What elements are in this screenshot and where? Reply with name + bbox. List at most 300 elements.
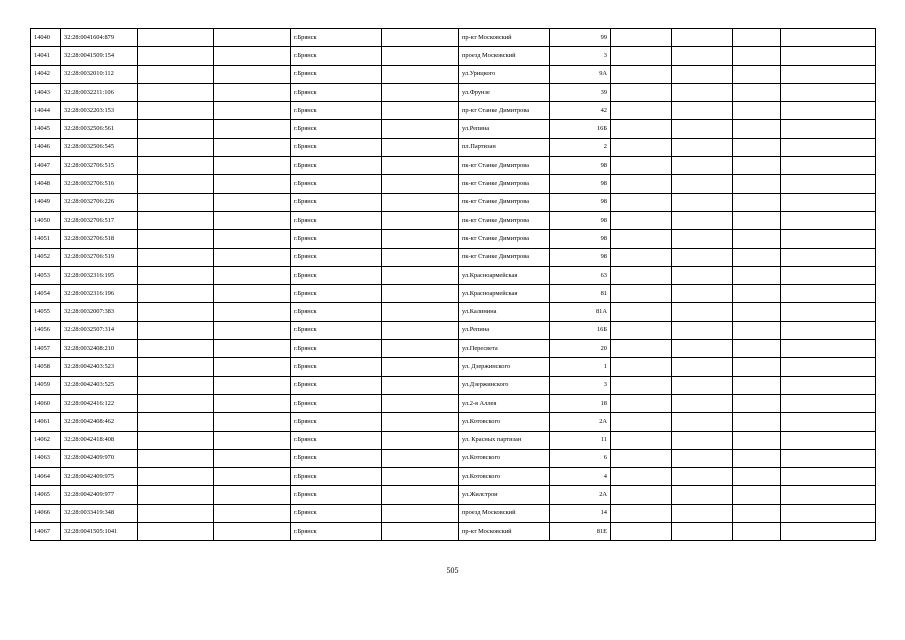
city-name: г.Брянск bbox=[291, 486, 382, 504]
record-number: 14053 bbox=[31, 266, 61, 284]
cadastral-number: 32:28:0032506:545 bbox=[61, 138, 138, 156]
empty-cell bbox=[781, 376, 876, 394]
empty-cell bbox=[611, 340, 672, 358]
empty-cell bbox=[214, 321, 291, 339]
empty-cell bbox=[138, 285, 214, 303]
street-name: ул.Котовского bbox=[459, 449, 550, 467]
empty-cell bbox=[781, 266, 876, 284]
empty-cell bbox=[611, 449, 672, 467]
street-name: пк-кт Станке Димитрова bbox=[459, 248, 550, 266]
empty-cell bbox=[214, 175, 291, 193]
table-row bbox=[31, 431, 876, 449]
empty-cell bbox=[672, 65, 733, 83]
empty-cell bbox=[733, 193, 781, 211]
empty-cell bbox=[733, 449, 781, 467]
record-number: 14058 bbox=[31, 358, 61, 376]
cadastral-number: 32:28:0041505:1041 bbox=[61, 523, 138, 541]
empty-cell bbox=[611, 413, 672, 431]
cadastral-number: 32:28:0042416:122 bbox=[61, 394, 138, 412]
house-number: 11 bbox=[550, 431, 611, 449]
house-number: 98 bbox=[550, 157, 611, 175]
cadastral-number: 32:28:0032211:106 bbox=[61, 83, 138, 101]
page-number: 505 bbox=[446, 566, 459, 575]
empty-cell bbox=[672, 175, 733, 193]
table-row bbox=[31, 175, 876, 193]
table-row bbox=[31, 358, 876, 376]
empty-cell bbox=[733, 266, 781, 284]
table-row bbox=[31, 120, 876, 138]
city-name: г.Брянск bbox=[291, 394, 382, 412]
empty-cell bbox=[382, 468, 459, 486]
table-row bbox=[31, 468, 876, 486]
empty-cell bbox=[781, 248, 876, 266]
registry-table bbox=[30, 28, 876, 541]
house-number: 18 bbox=[550, 394, 611, 412]
empty-cell bbox=[382, 248, 459, 266]
record-number: 14063 bbox=[31, 449, 61, 467]
house-number: 99 bbox=[550, 29, 611, 47]
empty-cell bbox=[611, 376, 672, 394]
empty-cell bbox=[382, 29, 459, 47]
record-number: 14065 bbox=[31, 486, 61, 504]
table-row bbox=[31, 47, 876, 65]
empty-cell bbox=[733, 523, 781, 541]
empty-cell bbox=[138, 486, 214, 504]
empty-cell bbox=[138, 65, 214, 83]
empty-cell bbox=[672, 523, 733, 541]
street-name: ул.Урицкого bbox=[459, 65, 550, 83]
empty-cell bbox=[382, 413, 459, 431]
empty-cell bbox=[672, 504, 733, 522]
street-name: ул.Жилстрои bbox=[459, 486, 550, 504]
cadastral-number: 32:28:0033419:348 bbox=[61, 504, 138, 522]
record-number: 14057 bbox=[31, 340, 61, 358]
empty-cell bbox=[138, 504, 214, 522]
table-row bbox=[31, 303, 876, 321]
empty-cell bbox=[214, 193, 291, 211]
city-name: г.Брянск bbox=[291, 65, 382, 83]
empty-cell bbox=[781, 394, 876, 412]
empty-cell bbox=[781, 102, 876, 120]
empty-cell bbox=[214, 394, 291, 412]
empty-cell bbox=[733, 431, 781, 449]
empty-cell bbox=[733, 303, 781, 321]
empty-cell bbox=[611, 47, 672, 65]
empty-cell bbox=[138, 303, 214, 321]
empty-cell bbox=[733, 321, 781, 339]
table-row bbox=[31, 285, 876, 303]
street-name: пр-кт Московский bbox=[459, 29, 550, 47]
empty-cell bbox=[672, 230, 733, 248]
city-name: г.Брянск bbox=[291, 102, 382, 120]
table-row bbox=[31, 266, 876, 284]
empty-cell bbox=[733, 138, 781, 156]
cadastral-number: 32:28:0032706:519 bbox=[61, 248, 138, 266]
empty-cell bbox=[382, 120, 459, 138]
empty-cell bbox=[214, 102, 291, 120]
empty-cell bbox=[611, 211, 672, 229]
table-row bbox=[31, 486, 876, 504]
table-row bbox=[31, 157, 876, 175]
table-row bbox=[31, 376, 876, 394]
empty-cell bbox=[781, 413, 876, 431]
empty-cell bbox=[672, 285, 733, 303]
empty-cell bbox=[382, 285, 459, 303]
house-number: 4 bbox=[550, 468, 611, 486]
empty-cell bbox=[611, 83, 672, 101]
city-name: г.Брянск bbox=[291, 358, 382, 376]
record-number: 14050 bbox=[31, 211, 61, 229]
empty-cell bbox=[214, 266, 291, 284]
empty-cell bbox=[781, 303, 876, 321]
empty-cell bbox=[611, 248, 672, 266]
street-name: пр-кт Московский bbox=[459, 523, 550, 541]
empty-cell bbox=[733, 175, 781, 193]
empty-cell bbox=[672, 138, 733, 156]
empty-cell bbox=[138, 83, 214, 101]
table-row bbox=[31, 504, 876, 522]
street-name: ул.Репина bbox=[459, 321, 550, 339]
cadastral-number: 32:28:0042409:970 bbox=[61, 449, 138, 467]
empty-cell bbox=[611, 431, 672, 449]
empty-cell bbox=[611, 523, 672, 541]
empty-cell bbox=[214, 65, 291, 83]
street-name: ул.Красноармейская bbox=[459, 285, 550, 303]
city-name: г.Брянск bbox=[291, 431, 382, 449]
empty-cell bbox=[138, 266, 214, 284]
empty-cell bbox=[138, 120, 214, 138]
city-name: г.Брянск bbox=[291, 83, 382, 101]
empty-cell bbox=[214, 138, 291, 156]
empty-cell bbox=[781, 285, 876, 303]
empty-cell bbox=[611, 394, 672, 412]
city-name: г.Брянск bbox=[291, 468, 382, 486]
empty-cell bbox=[214, 47, 291, 65]
city-name: г.Брянск bbox=[291, 47, 382, 65]
cadastral-number: 32:28:0032706:226 bbox=[61, 193, 138, 211]
city-name: г.Брянск bbox=[291, 29, 382, 47]
empty-cell bbox=[672, 358, 733, 376]
house-number: 98 bbox=[550, 248, 611, 266]
empty-cell bbox=[214, 358, 291, 376]
empty-cell bbox=[138, 211, 214, 229]
house-number: 3 bbox=[550, 47, 611, 65]
empty-cell bbox=[611, 504, 672, 522]
empty-cell bbox=[214, 523, 291, 541]
empty-cell bbox=[214, 340, 291, 358]
empty-cell bbox=[138, 413, 214, 431]
empty-cell bbox=[781, 157, 876, 175]
empty-cell bbox=[611, 29, 672, 47]
street-name: ул.Дзержинского bbox=[459, 376, 550, 394]
empty-cell bbox=[781, 120, 876, 138]
cadastral-number: 32:28:0032203:153 bbox=[61, 102, 138, 120]
house-number: 98 bbox=[550, 211, 611, 229]
registry-rows bbox=[31, 29, 876, 541]
cadastral-number: 32:28:0042403:525 bbox=[61, 376, 138, 394]
table-row bbox=[31, 102, 876, 120]
cadastral-number: 32:28:0032316:195 bbox=[61, 266, 138, 284]
street-name: ул.2-я Аллея bbox=[459, 394, 550, 412]
cadastral-number: 32:28:0032007:383 bbox=[61, 303, 138, 321]
city-name: г.Брянск bbox=[291, 504, 382, 522]
empty-cell bbox=[611, 285, 672, 303]
empty-cell bbox=[611, 266, 672, 284]
record-number: 14055 bbox=[31, 303, 61, 321]
empty-cell bbox=[781, 29, 876, 47]
empty-cell bbox=[733, 340, 781, 358]
empty-cell bbox=[672, 431, 733, 449]
empty-cell bbox=[733, 504, 781, 522]
record-number: 14044 bbox=[31, 102, 61, 120]
empty-cell bbox=[382, 394, 459, 412]
city-name: г.Брянск bbox=[291, 285, 382, 303]
cadastral-number: 32:28:0042403:523 bbox=[61, 358, 138, 376]
empty-cell bbox=[781, 193, 876, 211]
empty-cell bbox=[138, 29, 214, 47]
empty-cell bbox=[611, 120, 672, 138]
empty-cell bbox=[382, 211, 459, 229]
empty-cell bbox=[138, 138, 214, 156]
empty-cell bbox=[214, 504, 291, 522]
record-number: 14052 bbox=[31, 248, 61, 266]
empty-cell bbox=[214, 157, 291, 175]
record-number: 14049 bbox=[31, 193, 61, 211]
city-name: г.Брянск bbox=[291, 175, 382, 193]
empty-cell bbox=[733, 29, 781, 47]
empty-cell bbox=[733, 211, 781, 229]
empty-cell bbox=[733, 47, 781, 65]
table-row bbox=[31, 230, 876, 248]
street-name: пк-кт Станке Димитрова bbox=[459, 230, 550, 248]
city-name: г.Брянск bbox=[291, 376, 382, 394]
empty-cell bbox=[138, 321, 214, 339]
empty-cell bbox=[382, 157, 459, 175]
city-name: г.Брянск bbox=[291, 266, 382, 284]
city-name: г.Брянск bbox=[291, 120, 382, 138]
empty-cell bbox=[214, 285, 291, 303]
empty-cell bbox=[672, 394, 733, 412]
empty-cell bbox=[611, 175, 672, 193]
empty-cell bbox=[138, 468, 214, 486]
city-name: г.Брянск bbox=[291, 157, 382, 175]
house-number: 81 bbox=[550, 285, 611, 303]
house-number: 98 bbox=[550, 230, 611, 248]
empty-cell bbox=[214, 303, 291, 321]
city-name: г.Брянск bbox=[291, 340, 382, 358]
cadastral-number: 32:28:0041509:154 bbox=[61, 47, 138, 65]
empty-cell bbox=[781, 321, 876, 339]
empty-cell bbox=[611, 193, 672, 211]
city-name: г.Брянск bbox=[291, 193, 382, 211]
street-name: проезд Московский bbox=[459, 47, 550, 65]
record-number: 14051 bbox=[31, 230, 61, 248]
cadastral-number: 32:28:0032706:518 bbox=[61, 230, 138, 248]
record-number: 14056 bbox=[31, 321, 61, 339]
empty-cell bbox=[611, 358, 672, 376]
empty-cell bbox=[611, 102, 672, 120]
empty-cell bbox=[781, 47, 876, 65]
empty-cell bbox=[138, 157, 214, 175]
empty-cell bbox=[214, 211, 291, 229]
empty-cell bbox=[138, 175, 214, 193]
empty-cell bbox=[733, 230, 781, 248]
street-name: ул.Пересвета bbox=[459, 340, 550, 358]
record-number: 14054 bbox=[31, 285, 61, 303]
record-number: 14067 bbox=[31, 523, 61, 541]
house-number: 2А bbox=[550, 413, 611, 431]
cadastral-number: 32:28:0032507:314 bbox=[61, 321, 138, 339]
empty-cell bbox=[781, 431, 876, 449]
street-name: пл.Партизан bbox=[459, 138, 550, 156]
table-row bbox=[31, 340, 876, 358]
record-number: 14048 bbox=[31, 175, 61, 193]
empty-cell bbox=[382, 486, 459, 504]
street-name: пр-кт Станке Димитрова bbox=[459, 102, 550, 120]
table-row bbox=[31, 394, 876, 412]
record-number: 14040 bbox=[31, 29, 61, 47]
house-number: 1 bbox=[550, 358, 611, 376]
empty-cell bbox=[672, 29, 733, 47]
empty-cell bbox=[733, 120, 781, 138]
empty-cell bbox=[382, 65, 459, 83]
empty-cell bbox=[214, 29, 291, 47]
cadastral-number: 32:28:0042409:977 bbox=[61, 486, 138, 504]
empty-cell bbox=[214, 449, 291, 467]
empty-cell bbox=[138, 523, 214, 541]
cadastral-number: 32:28:0032010:112 bbox=[61, 65, 138, 83]
house-number: 81А bbox=[550, 303, 611, 321]
cadastral-number: 32:28:0032316:196 bbox=[61, 285, 138, 303]
empty-cell bbox=[611, 138, 672, 156]
empty-cell bbox=[781, 504, 876, 522]
empty-cell bbox=[382, 230, 459, 248]
street-name: ул.Репина bbox=[459, 120, 550, 138]
empty-cell bbox=[138, 449, 214, 467]
empty-cell bbox=[733, 413, 781, 431]
empty-cell bbox=[672, 83, 733, 101]
empty-cell bbox=[214, 431, 291, 449]
record-number: 14059 bbox=[31, 376, 61, 394]
house-number: 6 bbox=[550, 449, 611, 467]
empty-cell bbox=[138, 376, 214, 394]
city-name: г.Брянск bbox=[291, 211, 382, 229]
empty-cell bbox=[672, 47, 733, 65]
city-name: г.Брянск bbox=[291, 230, 382, 248]
house-number: 3 bbox=[550, 376, 611, 394]
cadastral-number: 32:28:0042409:975 bbox=[61, 468, 138, 486]
empty-cell bbox=[672, 340, 733, 358]
empty-cell bbox=[611, 65, 672, 83]
empty-cell bbox=[214, 120, 291, 138]
empty-cell bbox=[672, 248, 733, 266]
street-name: пк-кт Станке Димитрова bbox=[459, 175, 550, 193]
empty-cell bbox=[214, 486, 291, 504]
table-row bbox=[31, 83, 876, 101]
street-name: ул.Котовского bbox=[459, 413, 550, 431]
empty-cell bbox=[733, 394, 781, 412]
record-number: 14045 bbox=[31, 120, 61, 138]
empty-cell bbox=[781, 486, 876, 504]
street-name: ул.Красноармейская bbox=[459, 266, 550, 284]
empty-cell bbox=[382, 138, 459, 156]
city-name: г.Брянск bbox=[291, 449, 382, 467]
table-row bbox=[31, 211, 876, 229]
empty-cell bbox=[781, 83, 876, 101]
empty-cell bbox=[611, 321, 672, 339]
house-number: 2А bbox=[550, 486, 611, 504]
empty-cell bbox=[214, 413, 291, 431]
cadastral-number: 32:28:0032706:515 bbox=[61, 157, 138, 175]
house-number: 63 bbox=[550, 266, 611, 284]
street-name: проезд Московский bbox=[459, 504, 550, 522]
record-number: 14060 bbox=[31, 394, 61, 412]
empty-cell bbox=[672, 211, 733, 229]
empty-cell bbox=[382, 504, 459, 522]
empty-cell bbox=[138, 394, 214, 412]
empty-cell bbox=[733, 83, 781, 101]
empty-cell bbox=[138, 358, 214, 376]
empty-cell bbox=[382, 358, 459, 376]
record-number: 14042 bbox=[31, 65, 61, 83]
empty-cell bbox=[781, 523, 876, 541]
empty-cell bbox=[611, 157, 672, 175]
house-number: 16Б bbox=[550, 321, 611, 339]
street-name: ул. Красных партизан bbox=[459, 431, 550, 449]
empty-cell bbox=[138, 230, 214, 248]
empty-cell bbox=[672, 376, 733, 394]
empty-cell bbox=[382, 266, 459, 284]
city-name: г.Брянск bbox=[291, 248, 382, 266]
house-number: 2 bbox=[550, 138, 611, 156]
cadastral-number: 32:28:0041604:879 bbox=[61, 29, 138, 47]
empty-cell bbox=[214, 230, 291, 248]
city-name: г.Брянск bbox=[291, 138, 382, 156]
empty-cell bbox=[733, 248, 781, 266]
empty-cell bbox=[672, 266, 733, 284]
cadastral-number: 32:28:0032706:516 bbox=[61, 175, 138, 193]
street-name: пк-кт Станке Димитрова bbox=[459, 157, 550, 175]
table-row bbox=[31, 449, 876, 467]
table-row bbox=[31, 248, 876, 266]
table-row bbox=[31, 29, 876, 47]
empty-cell bbox=[214, 376, 291, 394]
empty-cell bbox=[138, 102, 214, 120]
empty-cell bbox=[781, 211, 876, 229]
house-number: 14 bbox=[550, 504, 611, 522]
empty-cell bbox=[214, 468, 291, 486]
table-row bbox=[31, 321, 876, 339]
empty-cell bbox=[138, 340, 214, 358]
empty-cell bbox=[781, 175, 876, 193]
empty-cell bbox=[781, 65, 876, 83]
table-row bbox=[31, 523, 876, 541]
empty-cell bbox=[138, 47, 214, 65]
cadastral-number: 32:28:0042418:408 bbox=[61, 431, 138, 449]
table-row bbox=[31, 193, 876, 211]
empty-cell bbox=[382, 321, 459, 339]
empty-cell bbox=[781, 230, 876, 248]
street-name: пк-кт Станке Димитрова bbox=[459, 193, 550, 211]
empty-cell bbox=[672, 449, 733, 467]
house-number: 42 bbox=[550, 102, 611, 120]
empty-cell bbox=[672, 157, 733, 175]
empty-cell bbox=[382, 523, 459, 541]
cadastral-number: 32:28:0042408:462 bbox=[61, 413, 138, 431]
empty-cell bbox=[138, 193, 214, 211]
record-number: 14062 bbox=[31, 431, 61, 449]
empty-cell bbox=[781, 468, 876, 486]
